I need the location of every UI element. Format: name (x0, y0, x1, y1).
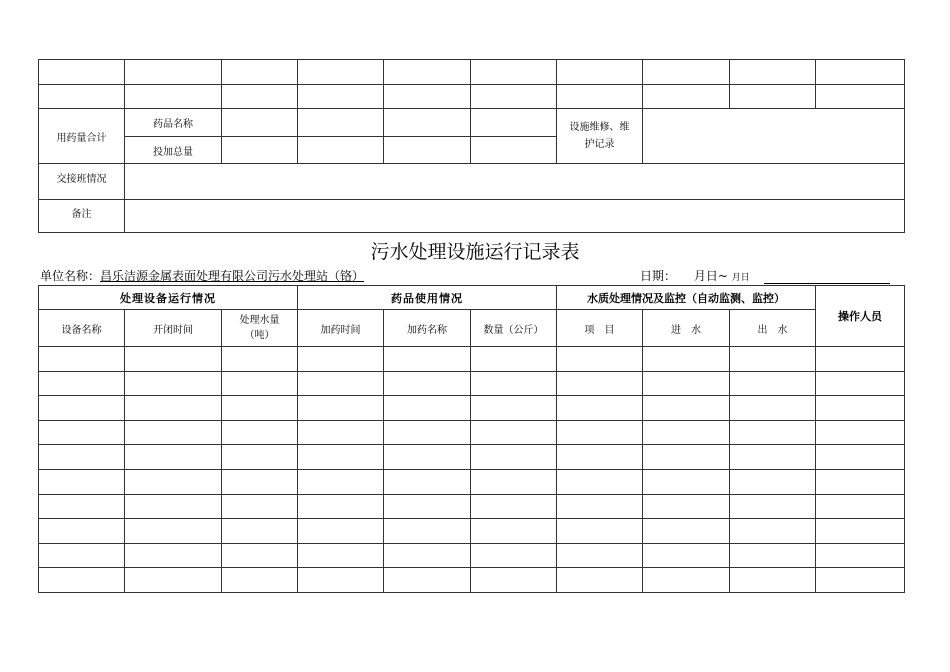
col-equipment-name: 设备名称 (39, 310, 125, 347)
table-cell[interactable] (730, 543, 816, 568)
table-cell[interactable] (816, 420, 905, 445)
table-cell[interactable] (643, 469, 730, 494)
table-cell[interactable] (557, 445, 643, 470)
table-cell[interactable] (471, 543, 557, 568)
table-cell[interactable] (39, 543, 125, 568)
date-line (640, 267, 890, 284)
drug-name-row (39, 109, 905, 137)
col-water-volume: 处理水量（吨） (222, 310, 298, 347)
table-cell[interactable] (471, 371, 557, 396)
table-cell[interactable] (222, 371, 298, 396)
table-cell[interactable] (298, 519, 384, 544)
table-cell[interactable] (730, 445, 816, 470)
table-cell[interactable] (125, 568, 222, 593)
col-outflow: 出 水 (730, 310, 816, 347)
table-cell[interactable] (557, 543, 643, 568)
table-cell[interactable] (384, 494, 471, 519)
table-cell[interactable] (39, 445, 125, 470)
table-row (39, 519, 905, 544)
table-cell[interactable] (471, 469, 557, 494)
table-cell[interactable] (471, 420, 557, 445)
table-cell[interactable] (298, 420, 384, 445)
handover-field[interactable] (125, 164, 905, 200)
table-cell[interactable] (816, 445, 905, 470)
unit-label: 单位名称： (40, 269, 101, 283)
table-cell[interactable] (730, 568, 816, 593)
table-cell[interactable] (557, 494, 643, 519)
table-cell[interactable] (643, 371, 730, 396)
table-cell[interactable] (471, 494, 557, 519)
table-cell[interactable] (384, 396, 471, 421)
table-cell[interactable] (557, 469, 643, 494)
handover-label: 交接班情况 (39, 164, 125, 200)
group-equipment-header: 处理设备运行情况 (39, 286, 298, 310)
table-cell[interactable] (471, 519, 557, 544)
col-item: 项 目 (557, 310, 643, 347)
table-cell[interactable] (384, 469, 471, 494)
table-cell[interactable] (730, 347, 816, 372)
group-drug-header: 药品使用情况 (298, 286, 557, 310)
table-row (39, 445, 905, 470)
table-cell[interactable] (730, 519, 816, 544)
table-cell[interactable] (384, 420, 471, 445)
table-cell[interactable] (557, 568, 643, 593)
table-cell[interactable] (125, 519, 222, 544)
table-cell[interactable] (471, 347, 557, 372)
date-blank-field[interactable] (764, 271, 890, 284)
table-cell[interactable] (643, 420, 730, 445)
table-cell[interactable] (471, 396, 557, 421)
maintenance-label: 设施维修、维护记录 (557, 109, 643, 164)
table-cell[interactable] (222, 519, 298, 544)
page-title: 污水处理设施运行记录表 (370, 241, 580, 263)
table-row (39, 85, 905, 109)
table-cell[interactable] (222, 347, 298, 372)
table-cell[interactable] (384, 543, 471, 568)
table-cell[interactable] (471, 445, 557, 470)
table-cell[interactable] (125, 347, 222, 372)
table-cell[interactable] (298, 371, 384, 396)
table-cell[interactable] (557, 371, 643, 396)
table-cell[interactable] (384, 371, 471, 396)
table-cell[interactable] (384, 519, 471, 544)
header-group-row (39, 286, 905, 310)
table-row (39, 396, 905, 421)
table-cell[interactable] (471, 568, 557, 593)
table-cell[interactable] (298, 347, 384, 372)
table-cell[interactable] (643, 396, 730, 421)
table-row (39, 469, 905, 494)
table-cell[interactable] (125, 371, 222, 396)
table-row (39, 60, 905, 85)
table-row (39, 543, 905, 568)
handover-row (39, 164, 905, 200)
col-dosing-time: 加药时间 (298, 310, 384, 347)
drug-name-label: 药品名称 (125, 109, 222, 137)
date-label: 日期： (640, 269, 677, 283)
dosage-total-label: 投加总量 (125, 137, 222, 164)
date-range-end: 月日 (731, 273, 750, 283)
header-col-row (39, 310, 905, 347)
table-cell[interactable] (298, 396, 384, 421)
table-cell[interactable] (816, 396, 905, 421)
table-row (39, 494, 905, 519)
table-cell[interactable] (816, 568, 905, 593)
table-cell[interactable] (125, 420, 222, 445)
table-cell[interactable] (557, 420, 643, 445)
remark-row (39, 200, 905, 233)
table-cell[interactable] (39, 568, 125, 593)
col-inflow: 进 水 (643, 310, 730, 347)
table-row (39, 347, 905, 372)
table-cell[interactable] (222, 445, 298, 470)
table-cell[interactable] (557, 396, 643, 421)
table-cell[interactable] (39, 519, 125, 544)
table-row (39, 420, 905, 445)
table-cell[interactable] (730, 469, 816, 494)
top-record-table (38, 59, 905, 233)
table-cell[interactable] (384, 347, 471, 372)
drug-total-label: 用药量合计 (39, 109, 125, 164)
table-cell[interactable] (643, 519, 730, 544)
table-cell[interactable] (298, 469, 384, 494)
table-cell[interactable] (384, 568, 471, 593)
table-cell[interactable] (39, 494, 125, 519)
table-cell[interactable] (643, 445, 730, 470)
table-cell[interactable] (39, 420, 125, 445)
table-cell[interactable] (730, 396, 816, 421)
table-cell[interactable] (222, 543, 298, 568)
table-cell[interactable] (643, 543, 730, 568)
table-cell[interactable] (643, 568, 730, 593)
table-cell[interactable] (222, 494, 298, 519)
table-cell[interactable] (39, 347, 125, 372)
table-cell[interactable] (222, 469, 298, 494)
table-cell[interactable] (125, 445, 222, 470)
table-cell[interactable] (816, 494, 905, 519)
table-cell[interactable] (643, 494, 730, 519)
table-cell[interactable] (125, 469, 222, 494)
table-row (39, 568, 905, 593)
table-cell[interactable] (643, 347, 730, 372)
table-cell[interactable] (730, 371, 816, 396)
col-open-close-time: 开闭时间 (125, 310, 222, 347)
table-cell[interactable] (816, 543, 905, 568)
main-record-table (38, 285, 905, 593)
table-cell[interactable] (298, 494, 384, 519)
col-drug-name: 加药名称 (384, 310, 471, 347)
table-cell[interactable] (816, 469, 905, 494)
table-cell[interactable] (557, 347, 643, 372)
unit-line (40, 267, 364, 284)
table-cell[interactable] (557, 519, 643, 544)
table-cell[interactable] (39, 469, 125, 494)
table-row (39, 371, 905, 396)
table-cell[interactable] (816, 347, 905, 372)
table-cell[interactable] (298, 568, 384, 593)
unit-name: 昌乐洁源金属表面处理有限公司污水处理站（铬） (100, 269, 365, 283)
col-quantity: 数量（公斤） (471, 310, 557, 347)
table-cell[interactable] (816, 519, 905, 544)
table-cell[interactable] (39, 396, 125, 421)
remark-field[interactable] (125, 200, 905, 233)
table-cell[interactable] (222, 420, 298, 445)
date-range-start: 月日~ (693, 269, 732, 283)
table-cell[interactable] (730, 494, 816, 519)
table-cell[interactable] (298, 543, 384, 568)
table-cell[interactable] (125, 543, 222, 568)
operator-header: 操作人员 (816, 286, 905, 347)
table-cell[interactable] (125, 494, 222, 519)
group-water-header: 水质处理情况及监控（自动监测、监控） (557, 286, 816, 310)
table-cell[interactable] (816, 371, 905, 396)
table-cell[interactable] (222, 568, 298, 593)
table-cell[interactable] (222, 396, 298, 421)
table-cell[interactable] (39, 371, 125, 396)
table-cell[interactable] (298, 445, 384, 470)
table-cell[interactable] (730, 420, 816, 445)
maintenance-record-field[interactable] (643, 109, 905, 164)
table-cell[interactable] (125, 396, 222, 421)
remark-label: 备注 (39, 200, 125, 233)
table-cell[interactable] (384, 445, 471, 470)
